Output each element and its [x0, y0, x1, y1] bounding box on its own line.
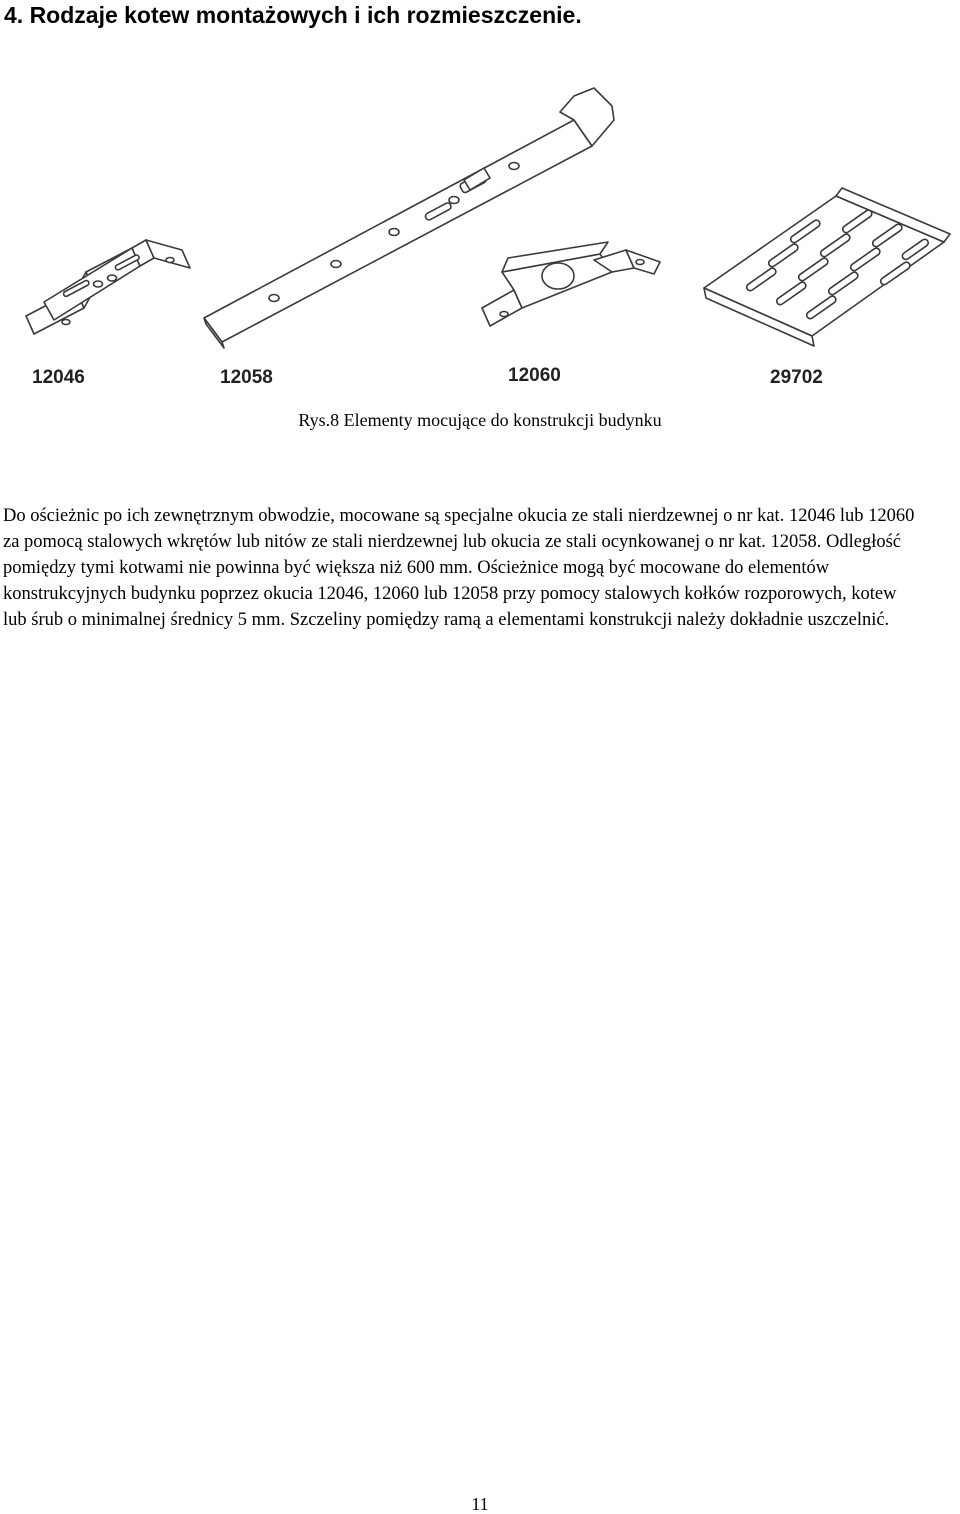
fasteners-figure — [14, 50, 956, 390]
section-heading: 4. Rodzaje kotew montażowych i ich rozmieszczenie. — [4, 2, 582, 28]
part-label-12058: 12058 — [220, 367, 273, 388]
part-label-12060: 12060 — [508, 365, 561, 386]
fasteners-drawing — [14, 50, 956, 390]
page-number: 11 — [471, 1494, 489, 1514]
anchor-29702-drawing — [704, 188, 950, 346]
anchor-12060-drawing — [482, 242, 660, 326]
part-label-29702: 29702 — [770, 367, 823, 388]
figure-caption: Rys.8 Elementy mocujące do konstrukcji budynku — [298, 410, 662, 430]
part-label-12046: 12046 — [32, 367, 85, 388]
anchor-12046-drawing — [26, 240, 190, 334]
anchor-12058-drawing — [204, 88, 614, 348]
body-paragraph: Do ościeżnic po ich zewnętrznym obwodzie, mocowane są specjalne okucia ze stali nierdzewnej o nr kat. 12046 lub 12060 za pomocą stalowych wkrętów lub nitów ze stali nierdzewnej lub okucia ze stali ocynkowanej o nr kat. 12058. Odległość pomiędzy tymi kotwami nie powinna być większa niż 600 mm. Ościeżnice mogą być mocowane do elementów konstrukcyjnych budynku poprzez okucia 12046, 12060 lub 12058 przy pomocy stalowych kołków rozporowych, kotew lub śrub o minimalnej średnicy 5 mm. Szczeliny pomiędzy ramą a elementami konstrukcji należy dokładnie uszczelnić. — [3, 506, 915, 630]
